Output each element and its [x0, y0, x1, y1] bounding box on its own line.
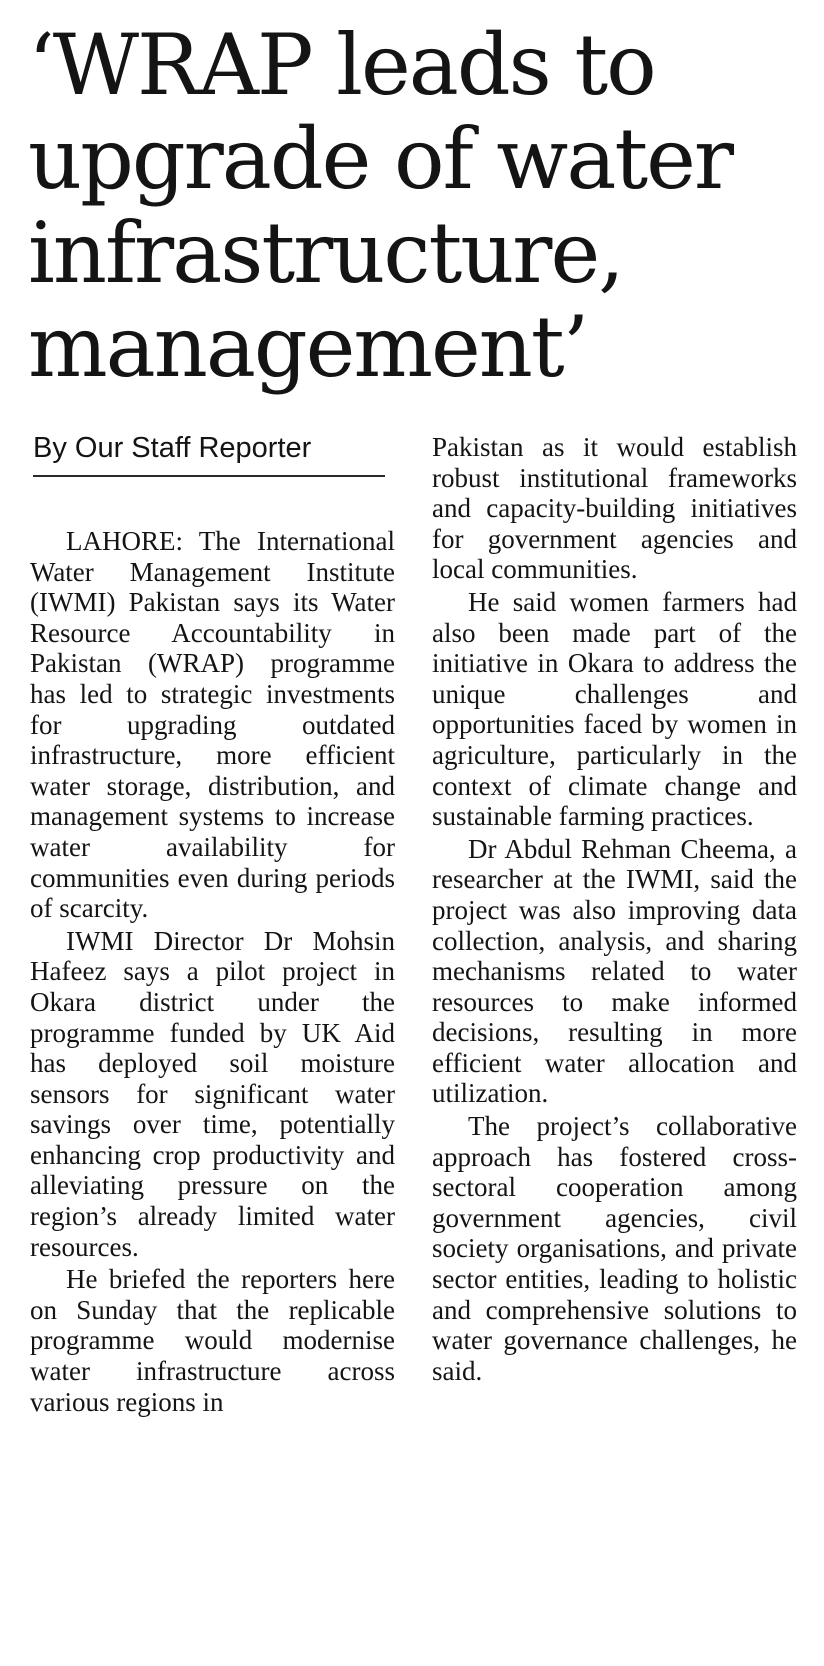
headline-line: infrastructure, [28, 204, 623, 302]
article-paragraph: He said women farmers had also been made part of the initiative in Okara to address the unique challenges and opportunities faced by women in agriculture, particularly in the context of climate change and sustainable farming practices. [432, 586, 797, 832]
article-paragraph: LAHORE: The International Water Management Institute (IWMI) Pakistan says its Water Resource Accountability in Pakistan (WRAP) programme has led to strategic investments for upgrading outdated infrastructure, more efficient water storage, distribution, and management systems to increase water availability for communities even during periods of scarcity. [30, 526, 395, 924]
headline-line: upgrade of water [28, 110, 733, 208]
article-column-right [432, 432, 797, 1386]
article-paragraph: He briefed the reporters here on Sunday that the replicable programme would modernise water infrastructure across various regions in [30, 1264, 395, 1417]
headline [28, 18, 808, 394]
article-paragraph: Dr Abdul Rehman Cheema, a researcher at the IWMI, said the project was also improving data collection, analysis, and sharing mechanisms related to water resources to make informed decisions, resulting in more efficient water allocation and utilization. [432, 833, 797, 1109]
byline-divider [33, 475, 385, 477]
byline: By Our Staff Reporter [33, 432, 312, 464]
article-paragraph-continued: Pakistan as it would establish robust institutional frameworks and capacity-building initiatives for government agencies and local communities. [432, 432, 797, 585]
article-column-left [30, 526, 395, 1417]
article-paragraph: The project’s collaborative approach has fostered cross-sectoral cooperation among government agencies, civil society organisations, and private sector entities, leading to holistic and comprehensive solutions to water governance challenges, he said. [432, 1111, 797, 1386]
headline-line: management’ [28, 298, 588, 396]
headline-line: ‘WRAP leads to [28, 16, 655, 114]
article-paragraph: IWMI Director Dr Mohsin Hafeez says a pilot project in Okara district under the programme funded by UK Aid has deployed soil moisture sensors for significant water savings over time, potentially enhancing crop productivity and alleviating pressure on the region’s already limited water resources. [30, 925, 395, 1262]
